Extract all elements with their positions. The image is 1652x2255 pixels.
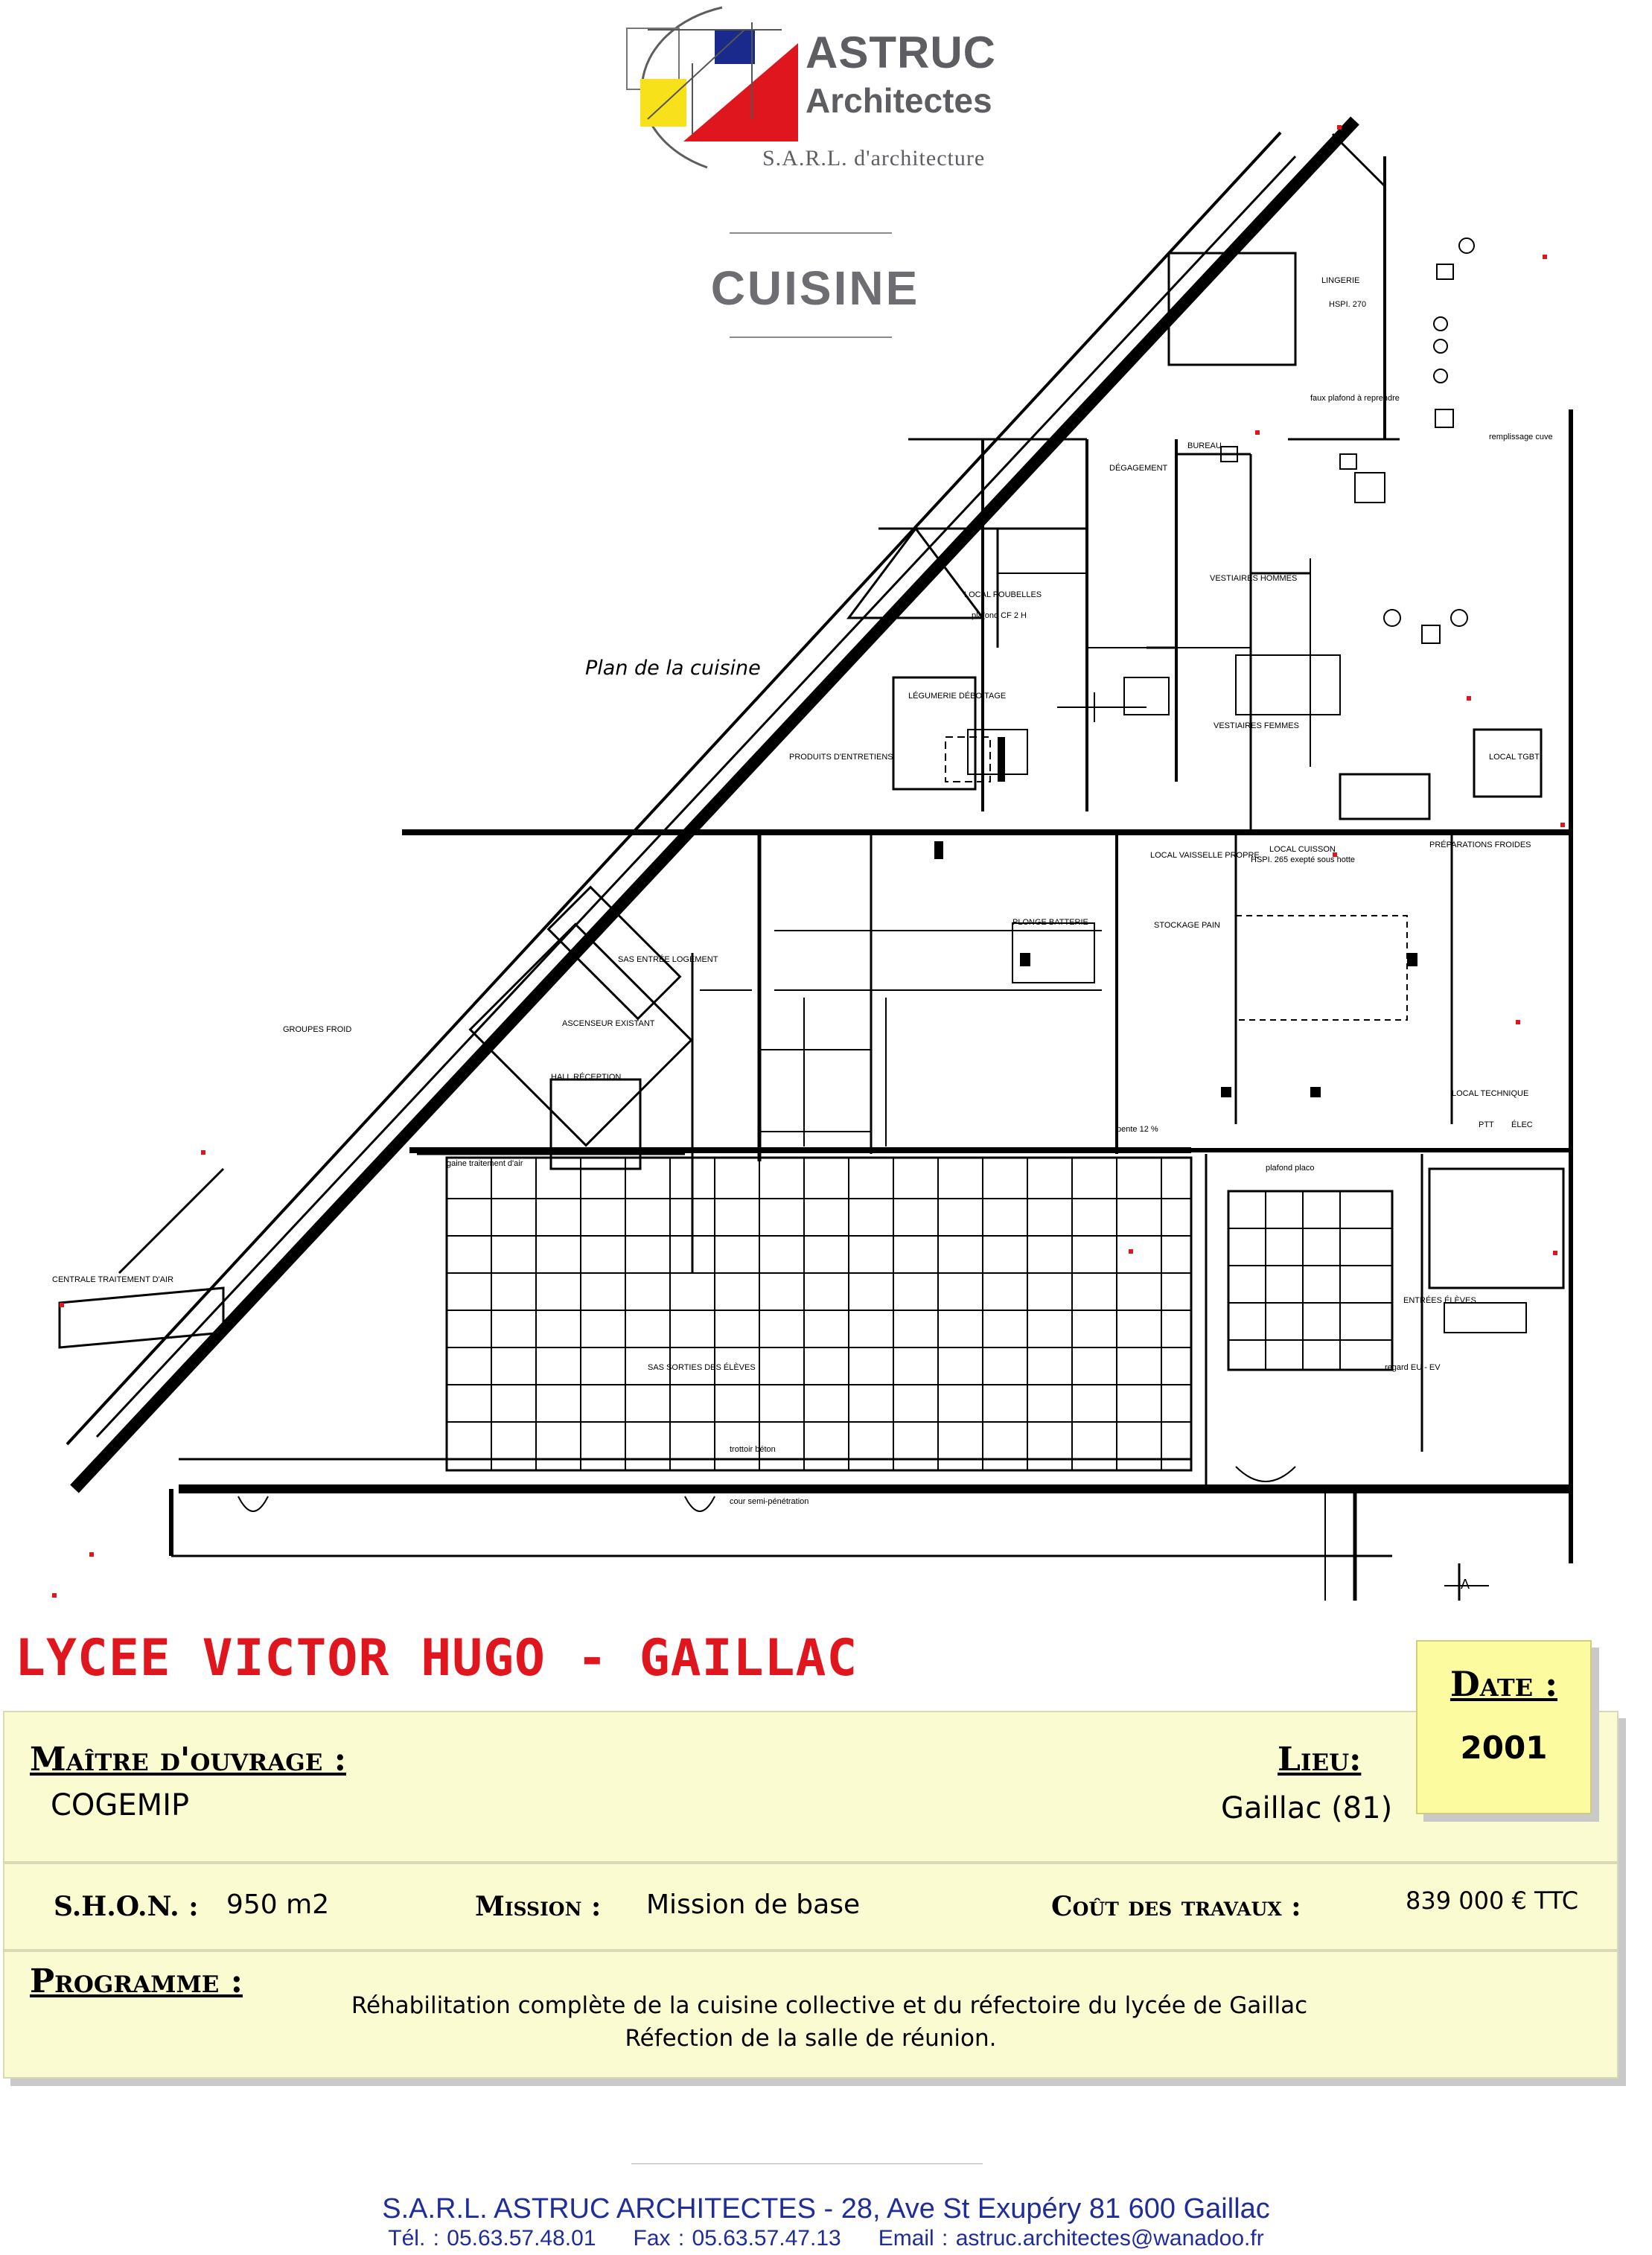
label-hspi-cuisson: HSPI. 265 exepté sous hotte bbox=[1251, 855, 1356, 864]
footer-contacts bbox=[0, 2226, 1652, 2251]
date-label: Date : bbox=[1450, 1664, 1558, 1704]
logo-name: ASTRUC bbox=[806, 28, 996, 77]
label-entrees: ENTRÉES ÉLÈVES bbox=[1403, 1296, 1476, 1305]
footer-fax: Fax : 05.63.57.47.13 bbox=[633, 2226, 841, 2251]
mission-value: Mission de base bbox=[646, 1889, 861, 1920]
label-cour: cour semi-pénétration bbox=[730, 1497, 809, 1506]
label-sas-logement: SAS ENTRÉE LOGEMENT bbox=[618, 955, 718, 964]
cost-value: 839 000 € TTC bbox=[1406, 1886, 1579, 1915]
label-sas-sorties: SAS SORTIES DES ÉLÈVES bbox=[648, 1363, 756, 1372]
label-faux-plafond: faux plafond à reprendre bbox=[1310, 394, 1400, 403]
label-plonge: PLONGE BATTERIE bbox=[1012, 918, 1088, 927]
label-pente: pente 12 % bbox=[1117, 1125, 1158, 1134]
date-box bbox=[1416, 1640, 1592, 1814]
logo-subtitle: Architectes bbox=[806, 81, 992, 120]
label-hall: HALL RÉCEPTION bbox=[551, 1073, 622, 1082]
label-repere-a: A bbox=[1461, 1577, 1470, 1592]
label-local-poubelles: LOCAL POUBELLES bbox=[964, 590, 1042, 599]
label-preparations: PRÉPARATIONS FROIDES bbox=[1429, 841, 1531, 849]
plan-caption: Plan de la cuisine bbox=[585, 657, 761, 680]
shon-panel bbox=[3, 1863, 1618, 1951]
label-plafond-placo: plafond placo bbox=[1266, 1164, 1315, 1173]
label-centrale: CENTRALE TRAITEMENT D'AIR bbox=[52, 1275, 174, 1284]
shon-label: S.H.O.N. : bbox=[54, 1891, 199, 1922]
label-local-tgbt: LOCAL TGBT bbox=[1489, 753, 1540, 762]
label-vestiaires-hommes: VESTIAIRES HOMMES bbox=[1210, 574, 1298, 583]
mission-label: Mission : bbox=[475, 1891, 602, 1922]
footer-phone: Tél. : 05.63.57.48.01 bbox=[388, 2226, 596, 2251]
label-local-technique: LOCAL TECHNIQUE bbox=[1452, 1089, 1529, 1098]
footer-rule bbox=[631, 2163, 983, 2164]
place-value: Gaillac (81) bbox=[1221, 1791, 1393, 1825]
label-ascenseur: ASCENSEUR EXISTANT bbox=[562, 1019, 655, 1028]
floor-plan bbox=[30, 112, 1630, 1608]
label-plafond-cf: plafond CF 2 H bbox=[972, 611, 1027, 620]
label-stockage: STOCKAGE PAIN bbox=[1154, 921, 1220, 930]
footer-email[interactable]: Email : astruc.architectes@wanadoo.fr bbox=[878, 2226, 1264, 2251]
label-degagement: DÉGAGEMENT bbox=[1109, 464, 1168, 473]
programme-line-1: Réhabilitation complète de la cuisine collective et du réfectoire du lycée de Gaillac bbox=[351, 1992, 1308, 2019]
label-groupes: GROUPES FROID bbox=[283, 1025, 352, 1034]
label-legumerie: LÉGUMERIE DÉBOITAGE bbox=[908, 692, 1007, 701]
cost-label: Coût des travaux : bbox=[1051, 1891, 1301, 1922]
label-produits: PRODUITS D'ENTRETIENS bbox=[789, 753, 893, 762]
label-hspi-lingerie: HSPI. 270 bbox=[1329, 300, 1367, 309]
place-label: Lieu: bbox=[1278, 1741, 1362, 1779]
label-remplissage: remplissage cuve bbox=[1489, 433, 1553, 441]
owner-value: COGEMIP bbox=[51, 1788, 190, 1822]
programme-label: Programme : bbox=[30, 1962, 243, 2000]
label-trottoir: trottoir béton bbox=[730, 1445, 776, 1454]
label-lingerie: LINGERIE bbox=[1321, 276, 1360, 285]
label-regard: regard EU - EV bbox=[1385, 1363, 1441, 1372]
label-ptt: PTT bbox=[1479, 1120, 1494, 1129]
owner-panel bbox=[3, 1711, 1618, 1863]
label-local-vaisselle: LOCAL VAISSELLE PROPRE bbox=[1150, 851, 1260, 860]
project-title: LYCEE VICTOR HUGO - GAILLAC bbox=[15, 1629, 858, 1688]
label-vestiaires-femmes: VESTIAIRES FEMMES bbox=[1214, 721, 1299, 730]
programme-panel bbox=[3, 1951, 1618, 2079]
logo-tagline: S.A.R.L. d'architecture bbox=[762, 146, 986, 170]
programme-line-2: Réfection de la salle de réunion. bbox=[625, 2025, 997, 2052]
ceiling-grid bbox=[447, 1158, 1191, 1470]
label-elec: ÉLEC bbox=[1511, 1120, 1533, 1129]
label-local-cuisson: LOCAL CUISSON bbox=[1269, 845, 1336, 854]
floor-plan-drawing bbox=[30, 112, 1630, 1608]
shon-value: 950 m2 bbox=[226, 1889, 330, 1920]
owner-label: Maître d'ouvrage : bbox=[30, 1741, 346, 1779]
footer-address: S.A.R.L. ASTRUC ARCHITECTES - 28, Ave St Exupéry 81 600 Gaillac bbox=[382, 2193, 1270, 2224]
date-value: 2001 bbox=[1460, 1729, 1548, 1766]
label-gaine: gaine traitement d'air bbox=[447, 1159, 523, 1168]
section-title: CUISINE bbox=[710, 261, 920, 315]
label-bureau: BUREAU bbox=[1187, 441, 1222, 450]
